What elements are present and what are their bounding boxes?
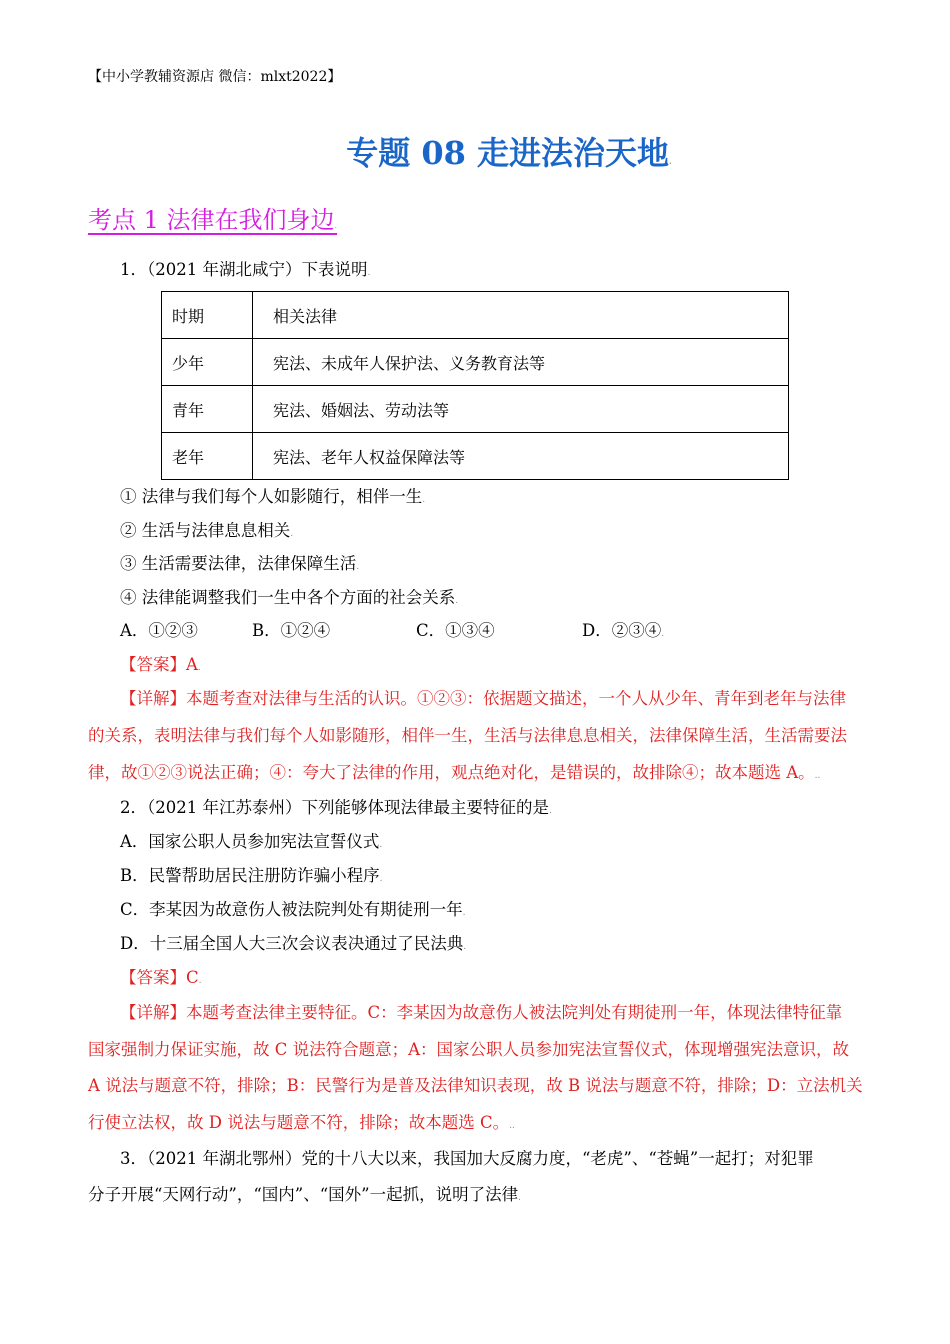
q1-analysis-line: 的关系，表明法律与我们每个人如影随形，相伴一生，生活与法律息息相关，法律保障生活，生活需要法 [88,726,847,745]
table-header-cell: 时期 [162,292,253,339]
q2-option-text: B．民警帮助居民注册防诈骗小程序 [120,866,380,885]
q1-analysis-line: 【详解】本题考查对法律与生活的认识。①②③：依据题文描述，一个人从少年、青年到老年与法律 [120,689,846,708]
q2-analysis-text: 行使立法权，故 D 说法与题意不符，排除；故本题选 C。 [88,1113,510,1132]
q1-statement: ③ 生活需要法律，法律保障生活. [120,554,360,573]
q1-analysis-text: 律，故①②③说法正确；④：夸大了法律的作用，观点绝对化，是错误的，故排除④；故本题选 A。 [88,763,815,782]
page-title-text: 专题 08 走进法治天地 [346,134,670,172]
table-row [162,433,789,480]
q2-answer-text: 【答案】C [120,968,199,987]
table-cell: 青年 [162,386,253,433]
table-row [162,339,789,386]
q2-answer: 【答案】C. [120,968,202,987]
q1-statement-text: ③ 生活需要法律，法律保障生活 [120,554,357,573]
q2-analysis-line: 行使立法权，故 D 说法与题意不符，排除；故本题选 C。.. [88,1113,515,1132]
q2-option-d: D．十三届全国人大三次会议表决通过了民法典. [120,934,467,953]
q2-option-b: B．民警帮助居民注册防诈骗小程序. [120,866,383,885]
q2-option-text: C．李某因为故意伤人被法院判处有期徒刑一年 [120,900,463,919]
table-cell: 宪法、未成年人保护法、义务教育法等 [253,339,789,386]
q3-stem-line: 分子开展“天网行动”，“国内”、“国外”一起抓，说明了法律. [88,1185,521,1204]
q2-stem: 2．（2021 年江苏泰州）下列能够体现法律最主要特征的是. [120,798,552,817]
law-table [161,291,789,480]
table-row [162,386,789,433]
q2-analysis-line: 【详解】本题考查法律主要特征。C：李某因为故意伤人被法院判处有期徒刑一年，体现法律特征靠 [120,1003,843,1022]
q1-answer-text: 【答案】A [120,655,198,674]
q1-option-b: B．①②④ [252,621,331,640]
table-cell: 少年 [162,339,253,386]
header-note: 【中小学教辅资源店 微信：mlxt2022】 [88,69,342,85]
section-heading-text: 考点 1 法律在我们身边 [88,206,335,234]
q3-stem-line: 3．（2021 年湖北鄂州）党的十八大以来，我国加大反腐力度，“老虎”、“苍蝇”一起打；对犯罪 [120,1149,814,1168]
q2-analysis-line: A 说法与题意不符，排除；B：民警行为是普及法律知识表现，故 B 说法与题意不符，排除；D：立法机关 [88,1076,863,1095]
table-cell: 老年 [162,433,253,480]
q1-analysis-line: 律，故①②③说法正确；④：夸大了法律的作用，观点绝对化，是错误的，故排除④；故本题选 A。.. [88,763,821,782]
table-cell: 宪法、婚姻法、劳动法等 [253,386,789,433]
q1-statement: ② 生活与法律息息相关. [120,521,294,540]
q1-statement: ① 法律与我们每个人如影随行，相伴一生. [120,487,426,506]
q1-statement-text: ① 法律与我们每个人如影随行，相伴一生 [120,487,423,506]
q1-stem: 1．（2021 年湖北咸宁）下表说明. [120,260,371,279]
q3-stem-text: 分子开展“天网行动”，“国内”、“国外”一起抓，说明了法律 [88,1185,519,1204]
q1-statement: ④ 法律能调整我们一生中各个方面的社会关系. [120,588,459,607]
q1-option-c: C．①③④ [416,621,495,640]
q1-option-d: D．②③④. [582,621,665,640]
table-row [162,292,789,339]
table-cell: 宪法、老年人权益保障法等 [253,433,789,480]
q1-statement-text: ② 生活与法律息息相关 [120,521,291,540]
q2-option-c: C．李某因为故意伤人被法院判处有期徒刑一年. [120,900,466,919]
q1-option-d-text: D．②③④ [582,621,662,640]
section-heading: 考点 1 法律在我们身边. [88,206,338,234]
table-header-cell: 相关法律 [253,292,789,339]
q2-stem-text: 2．（2021 年江苏泰州）下列能够体现法律最主要特征的是 [120,798,549,817]
q2-option-text: D．十三届全国人大三次会议表决通过了民法典 [120,934,464,953]
q1-answer: 【答案】A. [120,655,201,674]
q2-option-text: A．国家公职人员参加宪法宣誓仪式 [120,832,380,851]
q2-analysis-line: 国家强制力保证实施，故 C 说法符合题意；A：国家公职人员参加宪法宣誓仪式，体现增强宪法意识，故 [88,1040,850,1059]
q1-statement-text: ④ 法律能调整我们一生中各个方面的社会关系 [120,588,456,607]
q2-option-a: A．国家公职人员参加宪法宣誓仪式. [120,832,383,851]
q1-option-a: A．①②③ [120,621,198,640]
page-title: 专题 08 走进法治天地. [346,134,672,172]
q1-stem-text: 1．（2021 年湖北咸宁）下表说明 [120,260,368,279]
